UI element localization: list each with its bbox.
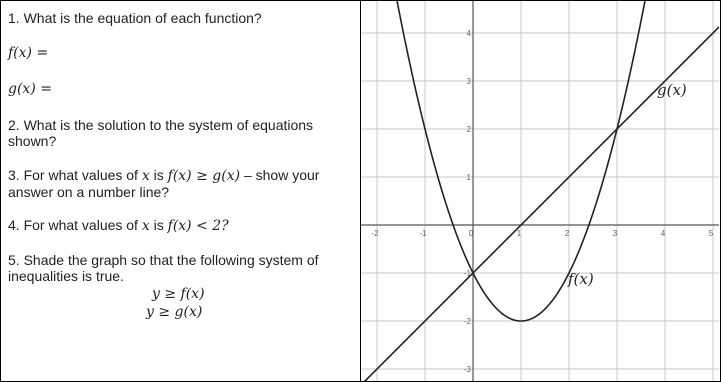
- g-curve-label: g(x): [657, 81, 687, 99]
- x-tick-label: -1: [419, 229, 427, 238]
- g-line: [363, 23, 719, 381]
- coordinate-plane: [361, 1, 719, 381]
- y-tick-label: 1: [466, 173, 471, 182]
- x-tick-label: 2: [564, 229, 570, 238]
- question-4-pre: 4. For what values of: [8, 217, 142, 233]
- inequality-system: [8, 285, 354, 321]
- f-equation-label: f(x) =: [8, 45, 49, 61]
- x-tick-label: 1: [516, 229, 522, 238]
- function-curves: [363, 1, 719, 381]
- y-tick-label: 3: [466, 77, 471, 86]
- graph-panel: [361, 1, 719, 381]
- question-3-post: – show your answer on a number line?: [8, 167, 320, 200]
- y-tick-label: -2: [463, 317, 471, 326]
- y-tick-label: -1: [463, 269, 471, 278]
- x-tick-label: 4: [660, 229, 666, 238]
- x-tick-label: -2: [371, 229, 379, 238]
- y-tick-label: 2: [466, 125, 471, 134]
- question-3-pre: 3. For what values of: [8, 167, 142, 183]
- x-tick-label: 0: [468, 229, 474, 238]
- question-3-var: x: [141, 168, 150, 184]
- question-2: 2. What is the solution to the system of equations shown?: [8, 117, 314, 149]
- question-1: 1. What is the equation of each function?: [8, 10, 262, 26]
- question-5: 5. Shade the graph so that the following system of inequalities is true.: [8, 252, 319, 284]
- y-tick-label: -3: [463, 365, 471, 374]
- question-3: [8, 167, 353, 200]
- question-4-inequality: f(x) < 2?: [167, 218, 229, 234]
- inequality-2: y ≥ g(x): [146, 304, 203, 320]
- question-4-is: is: [149, 217, 168, 233]
- x-tick-label: 5: [708, 229, 714, 238]
- question-3-inequality: f(x) ≥ g(x): [167, 168, 241, 184]
- inequality-1: y ≥ f(x): [152, 286, 205, 302]
- grid-lines: [361, 1, 719, 381]
- question-4-var: x: [141, 218, 150, 234]
- questions-panel: [1, 1, 361, 381]
- g-equation-label: g(x) =: [8, 81, 52, 97]
- x-tick-label: 3: [612, 229, 618, 238]
- f-curve-label: f(x): [568, 270, 594, 288]
- y-tick-label: 4: [466, 29, 471, 38]
- question-3-is: is: [149, 167, 168, 183]
- question-4: [8, 217, 354, 234]
